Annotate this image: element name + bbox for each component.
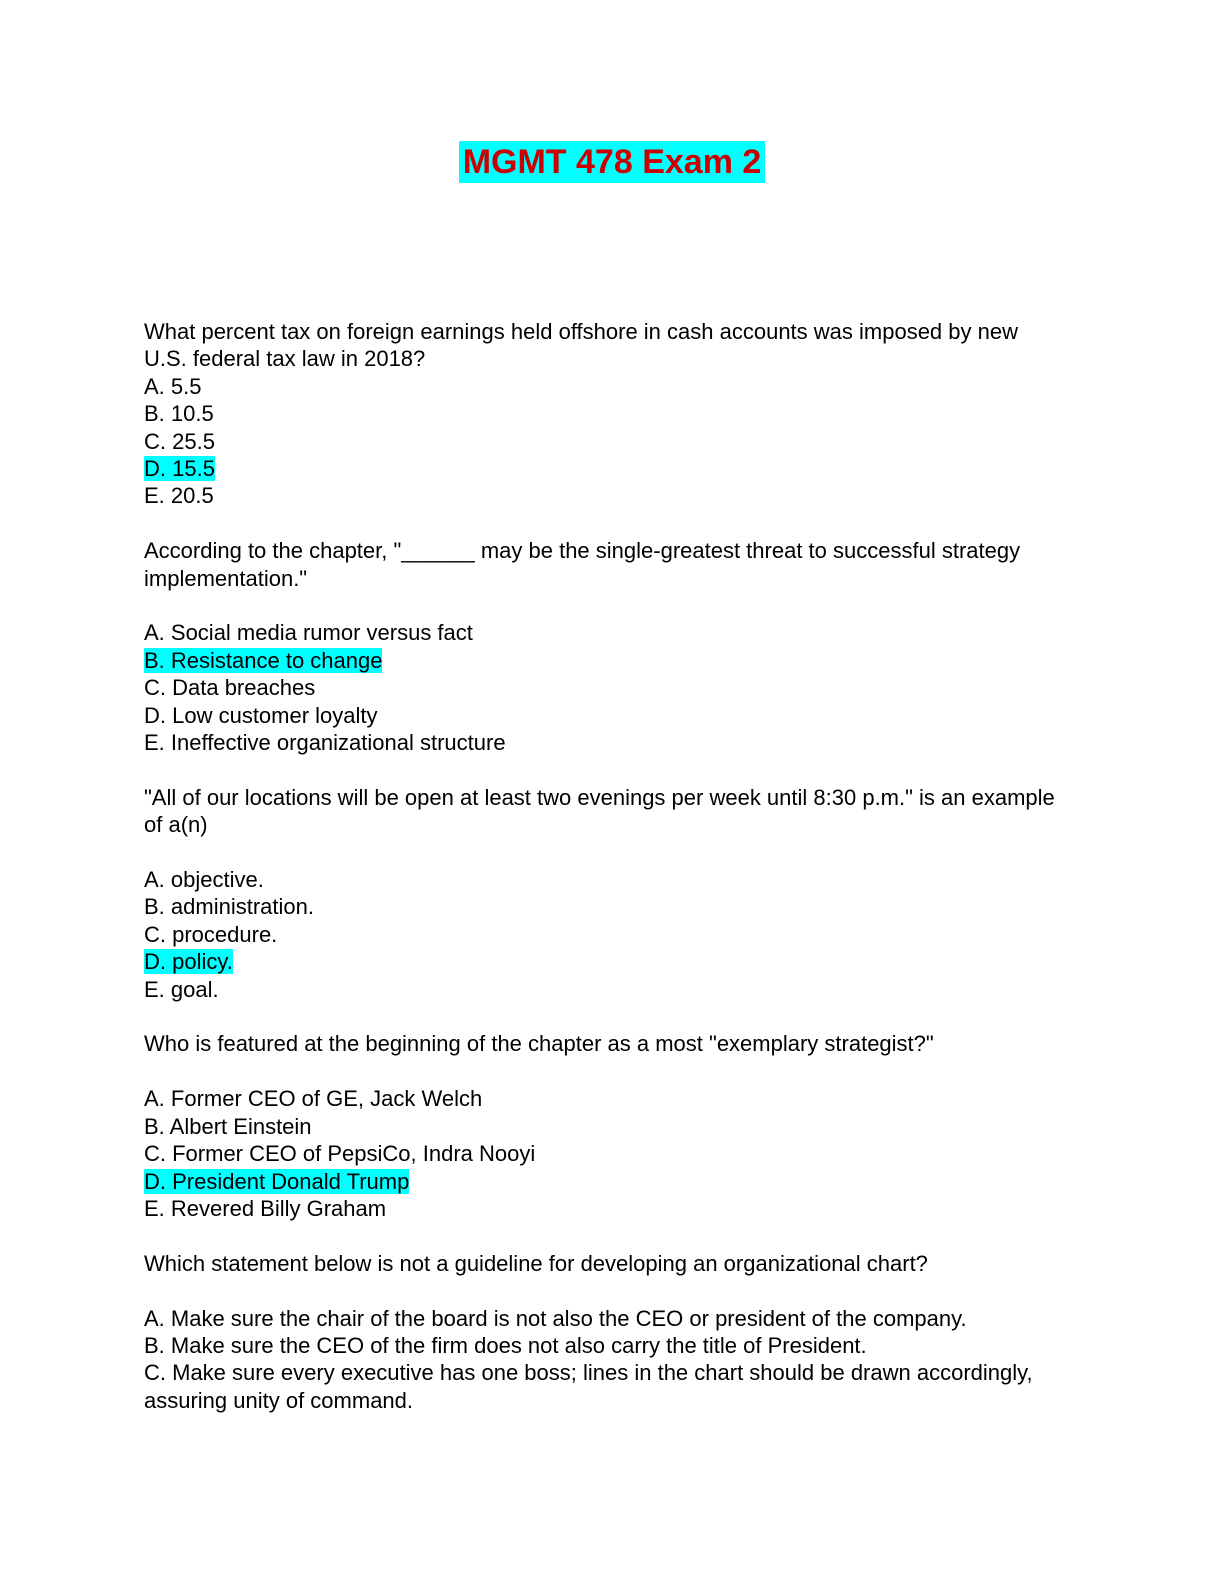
question-2-option-c: C. Data breaches <box>144 675 316 701</box>
question-4-option-e: E. Revered Billy Graham <box>144 1195 387 1221</box>
question-5-stem: Which statement below is not a guideline for developing an organizational chart? <box>144 1250 928 1276</box>
question-4-stem: Who is featured at the beginning of the chapter as a most "exemplary strategist?" <box>144 1031 934 1057</box>
question-3 <box>144 784 1064 1003</box>
question-3-option-d-highlighted: D. policy. <box>144 949 233 975</box>
question-1-option-c: C. 25.5 <box>144 428 215 454</box>
title-wrap <box>0 141 1224 183</box>
question-1-option-b: B. 10.5 <box>144 401 214 427</box>
question-4 <box>144 1030 1064 1222</box>
question-1-option-e: E. 20.5 <box>144 483 214 509</box>
question-1 <box>144 318 1064 510</box>
question-2-option-a: A. Social media rumor versus fact <box>144 620 473 646</box>
question-3-stem: "All of our locations will be open at least two evenings per week until 8:30 p.m." is an example of a(n) <box>144 784 1061 838</box>
question-list <box>144 318 1064 1414</box>
question-4-option-b: B. Albert Einstein <box>144 1113 312 1139</box>
question-2-option-b-highlighted: B. Resistance to change <box>144 647 383 673</box>
question-3-option-b: B. administration. <box>144 894 314 920</box>
question-2-option-d: D. Low customer loyalty <box>144 702 378 728</box>
question-3-option-a: A. objective. <box>144 867 264 893</box>
question-2-stem: According to the chapter, "______ may be the single-greatest threat to successful strategy implementation." <box>144 538 1027 591</box>
document-title: MGMT 478 Exam 2 <box>459 141 766 183</box>
question-5-option-b: B. Make sure the CEO of the firm does not also carry the title of President. <box>144 1332 867 1358</box>
question-4-option-a: A. Former CEO of GE, Jack Welch <box>144 1086 483 1112</box>
question-4-option-c: C. Former CEO of PepsiCo, Indra Nooyi <box>144 1141 536 1167</box>
question-2 <box>144 537 1064 756</box>
question-5-option-c: C. Make sure every executive has one boss; lines in the chart should be drawn accordingly, assuring unity of command. <box>144 1360 1039 1413</box>
question-2-option-e: E. Ineffective organizational structure <box>144 730 506 756</box>
question-1-option-d-highlighted: D. 15.5 <box>144 456 215 482</box>
question-5 <box>144 1250 1064 1414</box>
question-1-stem: What percent tax on foreign earnings held offshore in cash accounts was imposed by new U.S. federal tax law in 2018? <box>144 319 1025 372</box>
question-5-option-a: A. Make sure the chair of the board is not also the CEO or president of the company. <box>144 1305 967 1331</box>
question-4-option-d-highlighted: D. President Donald Trump <box>144 1168 410 1194</box>
question-3-option-e: E. goal. <box>144 976 219 1002</box>
question-1-option-a: A. 5.5 <box>144 373 202 399</box>
question-3-option-c: C. procedure. <box>144 921 278 947</box>
